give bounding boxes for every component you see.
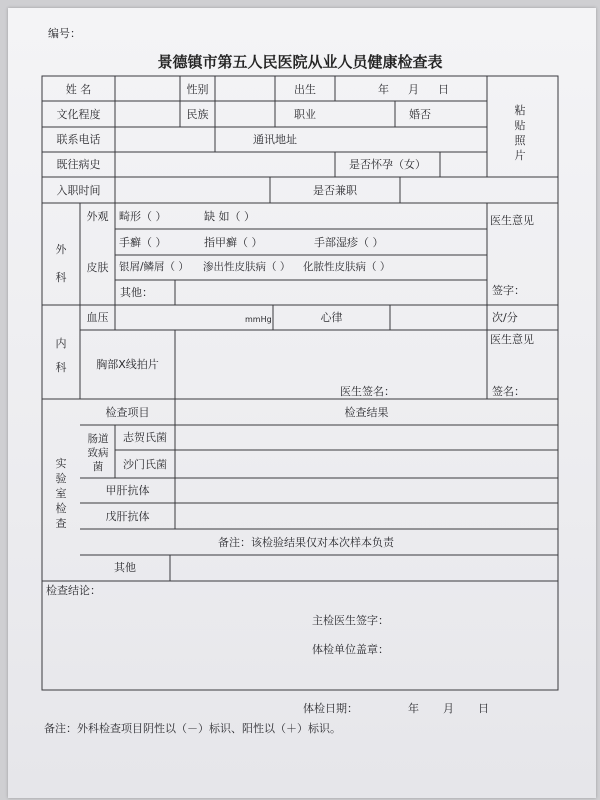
internal-section-label: 内科 [55, 337, 67, 374]
bp-unit: mmHg [245, 315, 272, 324]
skin-label: 皮肤 [86, 261, 109, 274]
hand-tinea-item: 手癣（ ） [119, 236, 167, 249]
surgery-signature-label: 签字： [492, 284, 525, 297]
exudative-item: 渗出性皮肤病（ ） [203, 261, 291, 273]
hav-antibody-label: 甲肝抗体 [105, 484, 150, 497]
address-label: 通讯地址 [253, 133, 297, 146]
photo-label: 粘贴照片 [514, 104, 526, 162]
heart-rate-unit: 次/分 [492, 311, 518, 324]
salmonella-label: 沙门氏菌 [123, 458, 167, 471]
chest-xray-label: 胸部X线拍片 [96, 358, 159, 371]
phone-label: 联系电话 [56, 133, 101, 146]
entry-date-label: 入职时间 [56, 184, 101, 197]
birth-label: 出生 [294, 83, 316, 96]
name-label: 姓 名 [65, 83, 92, 96]
part-time-label: 是否兼职 [313, 184, 357, 197]
hand-eczema-item: 手部湿疹（ ） [314, 236, 384, 249]
ethnicity-label: 民族 [186, 108, 209, 121]
internal-signature-label: 签名： [492, 385, 525, 398]
birth-day-label: 日 [438, 83, 449, 96]
lab-other-label: 其他 [114, 561, 136, 574]
birth-month-label: 月 [408, 83, 419, 96]
lab-result-header: 检查结果 [344, 406, 389, 419]
nail-tinea-item: 指甲癣（ ） [204, 236, 263, 249]
exam-date-month: 月 [443, 702, 454, 715]
shigella-label: 志贺氏菌 [123, 431, 167, 444]
unit-seal-label: 体检单位盖章： [312, 643, 389, 656]
bp-label: 血压 [86, 311, 109, 324]
table-border [42, 76, 558, 690]
gender-label: 性别 [186, 83, 209, 96]
heart-rhythm-label: 心律 [320, 311, 343, 324]
internal-doctor-sign-label: 医生签名： [340, 385, 395, 398]
psoriasis-item: 银屑/鳞屑（ ） [119, 261, 189, 273]
lab-note: 备注：该检验结果仅对本次样本负责 [218, 536, 394, 549]
defect-item: 缺 如（ ） [204, 210, 255, 223]
form-title: 景德镇市第五人民医院从业人员健康检查表 [157, 53, 443, 71]
internal-doctor-opinion-label: 医生意见 [490, 333, 534, 346]
deformity-item: 畸形（ ） [119, 210, 167, 223]
birth-year-label: 年 [378, 83, 389, 96]
occupation-label: 职业 [294, 108, 316, 121]
lab-section-label: 实验室检查 [55, 457, 67, 530]
exam-date-year: 年 [408, 702, 419, 715]
footnote: 备注：外科检查项目阴性以（－）标识、阳性以（＋）标识。 [44, 722, 341, 735]
appearance-label: 外观 [86, 210, 109, 223]
marital-label: 婚否 [409, 108, 431, 121]
education-label: 文化程度 [56, 108, 101, 121]
hev-antibody-label: 戊肝抗体 [105, 510, 150, 523]
surgery-section-label: 外科 [55, 243, 67, 284]
purulent-item: 化脓性皮肤病（ ） [303, 261, 391, 273]
conclusion-label: 检查结论： [46, 584, 101, 597]
history-label: 既往病史 [56, 158, 101, 171]
intestinal-pathogen-label: 肠道致病菌 [87, 433, 109, 473]
lab-item-header: 检查项目 [105, 406, 150, 419]
pregnant-label: 是否怀孕（女） [349, 158, 426, 171]
serial-number-label: 编号： [48, 27, 81, 40]
exam-date-day: 日 [478, 702, 489, 715]
chief-doctor-sign-label: 主检医生签字： [312, 614, 389, 627]
surgery-doctor-opinion-label: 医生意见 [490, 214, 534, 227]
surgery-other-label: 其他： [120, 286, 153, 299]
exam-date-label: 体检日期： [303, 702, 358, 715]
